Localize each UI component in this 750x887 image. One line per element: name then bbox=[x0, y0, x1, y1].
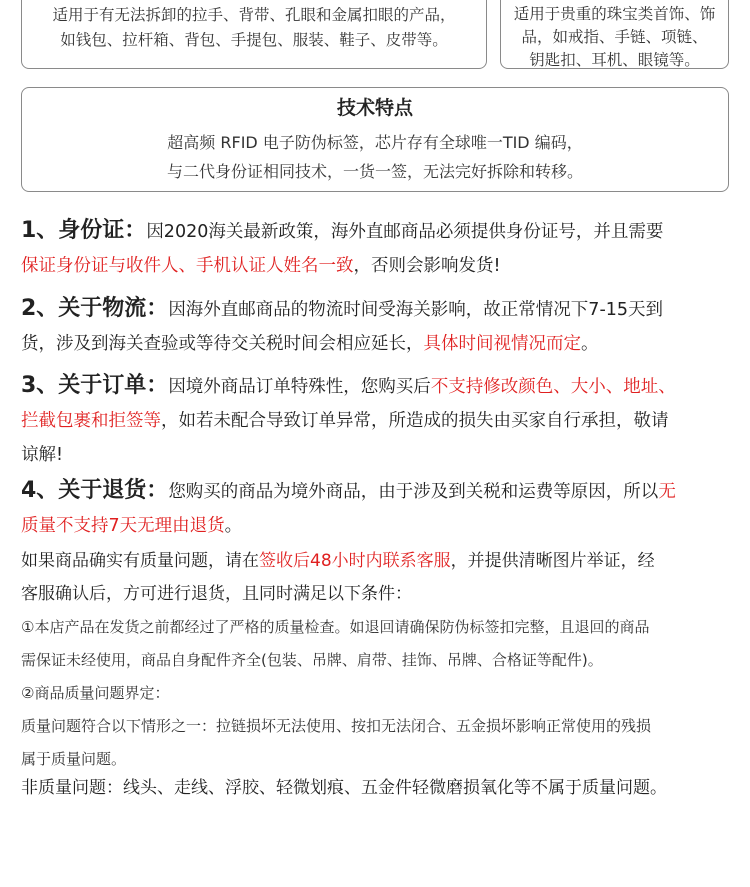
condition-line: ②商品质量问题界定： bbox=[21, 684, 170, 702]
section-text: 。 bbox=[581, 334, 599, 354]
tech-features-title: 技术特点 bbox=[336, 97, 413, 119]
section-highlight: 质量不支持7天无理由退货 bbox=[21, 516, 225, 536]
section-heading: 4、关于退货： bbox=[21, 478, 169, 503]
condition-line: ①本店产品在发货之前都经过了严格的质量检查。如退回请确保防伪标签扣完整，且退回的商品 bbox=[21, 618, 650, 636]
quality-highlight: 签收后48小时内联系客服 bbox=[259, 551, 451, 571]
section-text: 。 bbox=[224, 516, 243, 536]
non-quality-text: 非质量问题：线头、走线、浮胶、轻微划痕、五金件轻微磨损氧化等不属于质量问题。 bbox=[21, 778, 667, 798]
non-quality-issues bbox=[21, 772, 733, 804]
anti-theft-tag-box-left bbox=[21, 0, 487, 69]
tech-features-box bbox=[21, 87, 729, 192]
quality-intro bbox=[21, 545, 733, 611]
section-highlight: 不支持修改颜色、大小、地址、 bbox=[430, 377, 676, 397]
condition-line: 需保证未经使用，商品自身配件齐全(包装、吊牌、肩带、挂饰、吊牌、合格证等配件)。 bbox=[21, 651, 603, 669]
box-right-line: 品，如戒指、手链、项链、 bbox=[521, 28, 708, 46]
section-text: 货，涉及到海关查验或等待交关税时间会相应延长， bbox=[21, 334, 424, 354]
section-text: 因2020海关最新政策，海外直邮商品必须提供身份证号，并且需要 bbox=[146, 222, 664, 242]
section-heading: 1、身份证： bbox=[21, 218, 147, 243]
quality-text: ，并提供清晰图片举证，经 bbox=[450, 551, 655, 571]
box-right-line: 钥匙扣、耳机、眼镜等。 bbox=[529, 51, 700, 69]
jewelry-tag-box-right bbox=[500, 0, 729, 69]
section-orders bbox=[21, 369, 733, 472]
tech-features-line: 超高频 RFID 电子防伪标签，芯片存有全球唯一TID 编码， bbox=[167, 133, 583, 152]
box-left-line: 如钱包、拉杆箱、背包、手提包、服装、鞋子、皮带等。 bbox=[60, 31, 448, 49]
box-right-line: 适用于贵重的珠宝类首饰、饰 bbox=[513, 5, 716, 23]
section-id-card bbox=[21, 214, 733, 283]
section-highlight: 具体时间视情况而定 bbox=[423, 334, 581, 354]
quality-conditions bbox=[21, 611, 733, 776]
section-text: ，如若未配合导致订单异常，所造成的损失由买家自行承担，敬请 bbox=[161, 411, 669, 431]
quality-text: 客服确认后，方可进行退货，且同时满足以下条件： bbox=[21, 584, 412, 604]
section-text: 因境外商品订单特殊性，您购买后 bbox=[168, 377, 431, 397]
section-text: 谅解! bbox=[21, 445, 64, 465]
section-text: 因海外直邮商品的物流时间受海关影响，故正常情况下7-15天到 bbox=[168, 300, 664, 320]
quality-text: 如果商品确实有质量问题，请在 bbox=[21, 551, 259, 571]
section-highlight: 无 bbox=[658, 482, 676, 502]
section-highlight: 拦截包裹和拒签等 bbox=[21, 411, 161, 431]
section-returns bbox=[21, 474, 733, 543]
section-text: 您购买的商品为境外商品，由于涉及到关税和运费等原因，所以 bbox=[168, 482, 659, 502]
section-heading: 2、关于物流： bbox=[21, 296, 169, 321]
tech-features-line: 与二代身份证相同技术，一货一签，无法完好拆除和转移。 bbox=[166, 162, 583, 181]
section-highlight: 保证身份证与收件人、手机认证人姓名一致 bbox=[21, 256, 354, 276]
section-logistics bbox=[21, 292, 733, 361]
section-text: ，否则会影响发货! bbox=[353, 256, 501, 276]
box-left-line: 适用于有无法拆卸的拉手、背带、孔眼和金属扣眼的产品， bbox=[52, 6, 456, 24]
section-heading: 3、关于订单： bbox=[21, 373, 169, 398]
condition-line: 质量问题符合以下情形之一：拉链损坏无法使用、按扣无法闭合、五金损坏影响正常使用的残损 bbox=[21, 717, 652, 735]
condition-line: 属于质量问题。 bbox=[21, 750, 127, 768]
